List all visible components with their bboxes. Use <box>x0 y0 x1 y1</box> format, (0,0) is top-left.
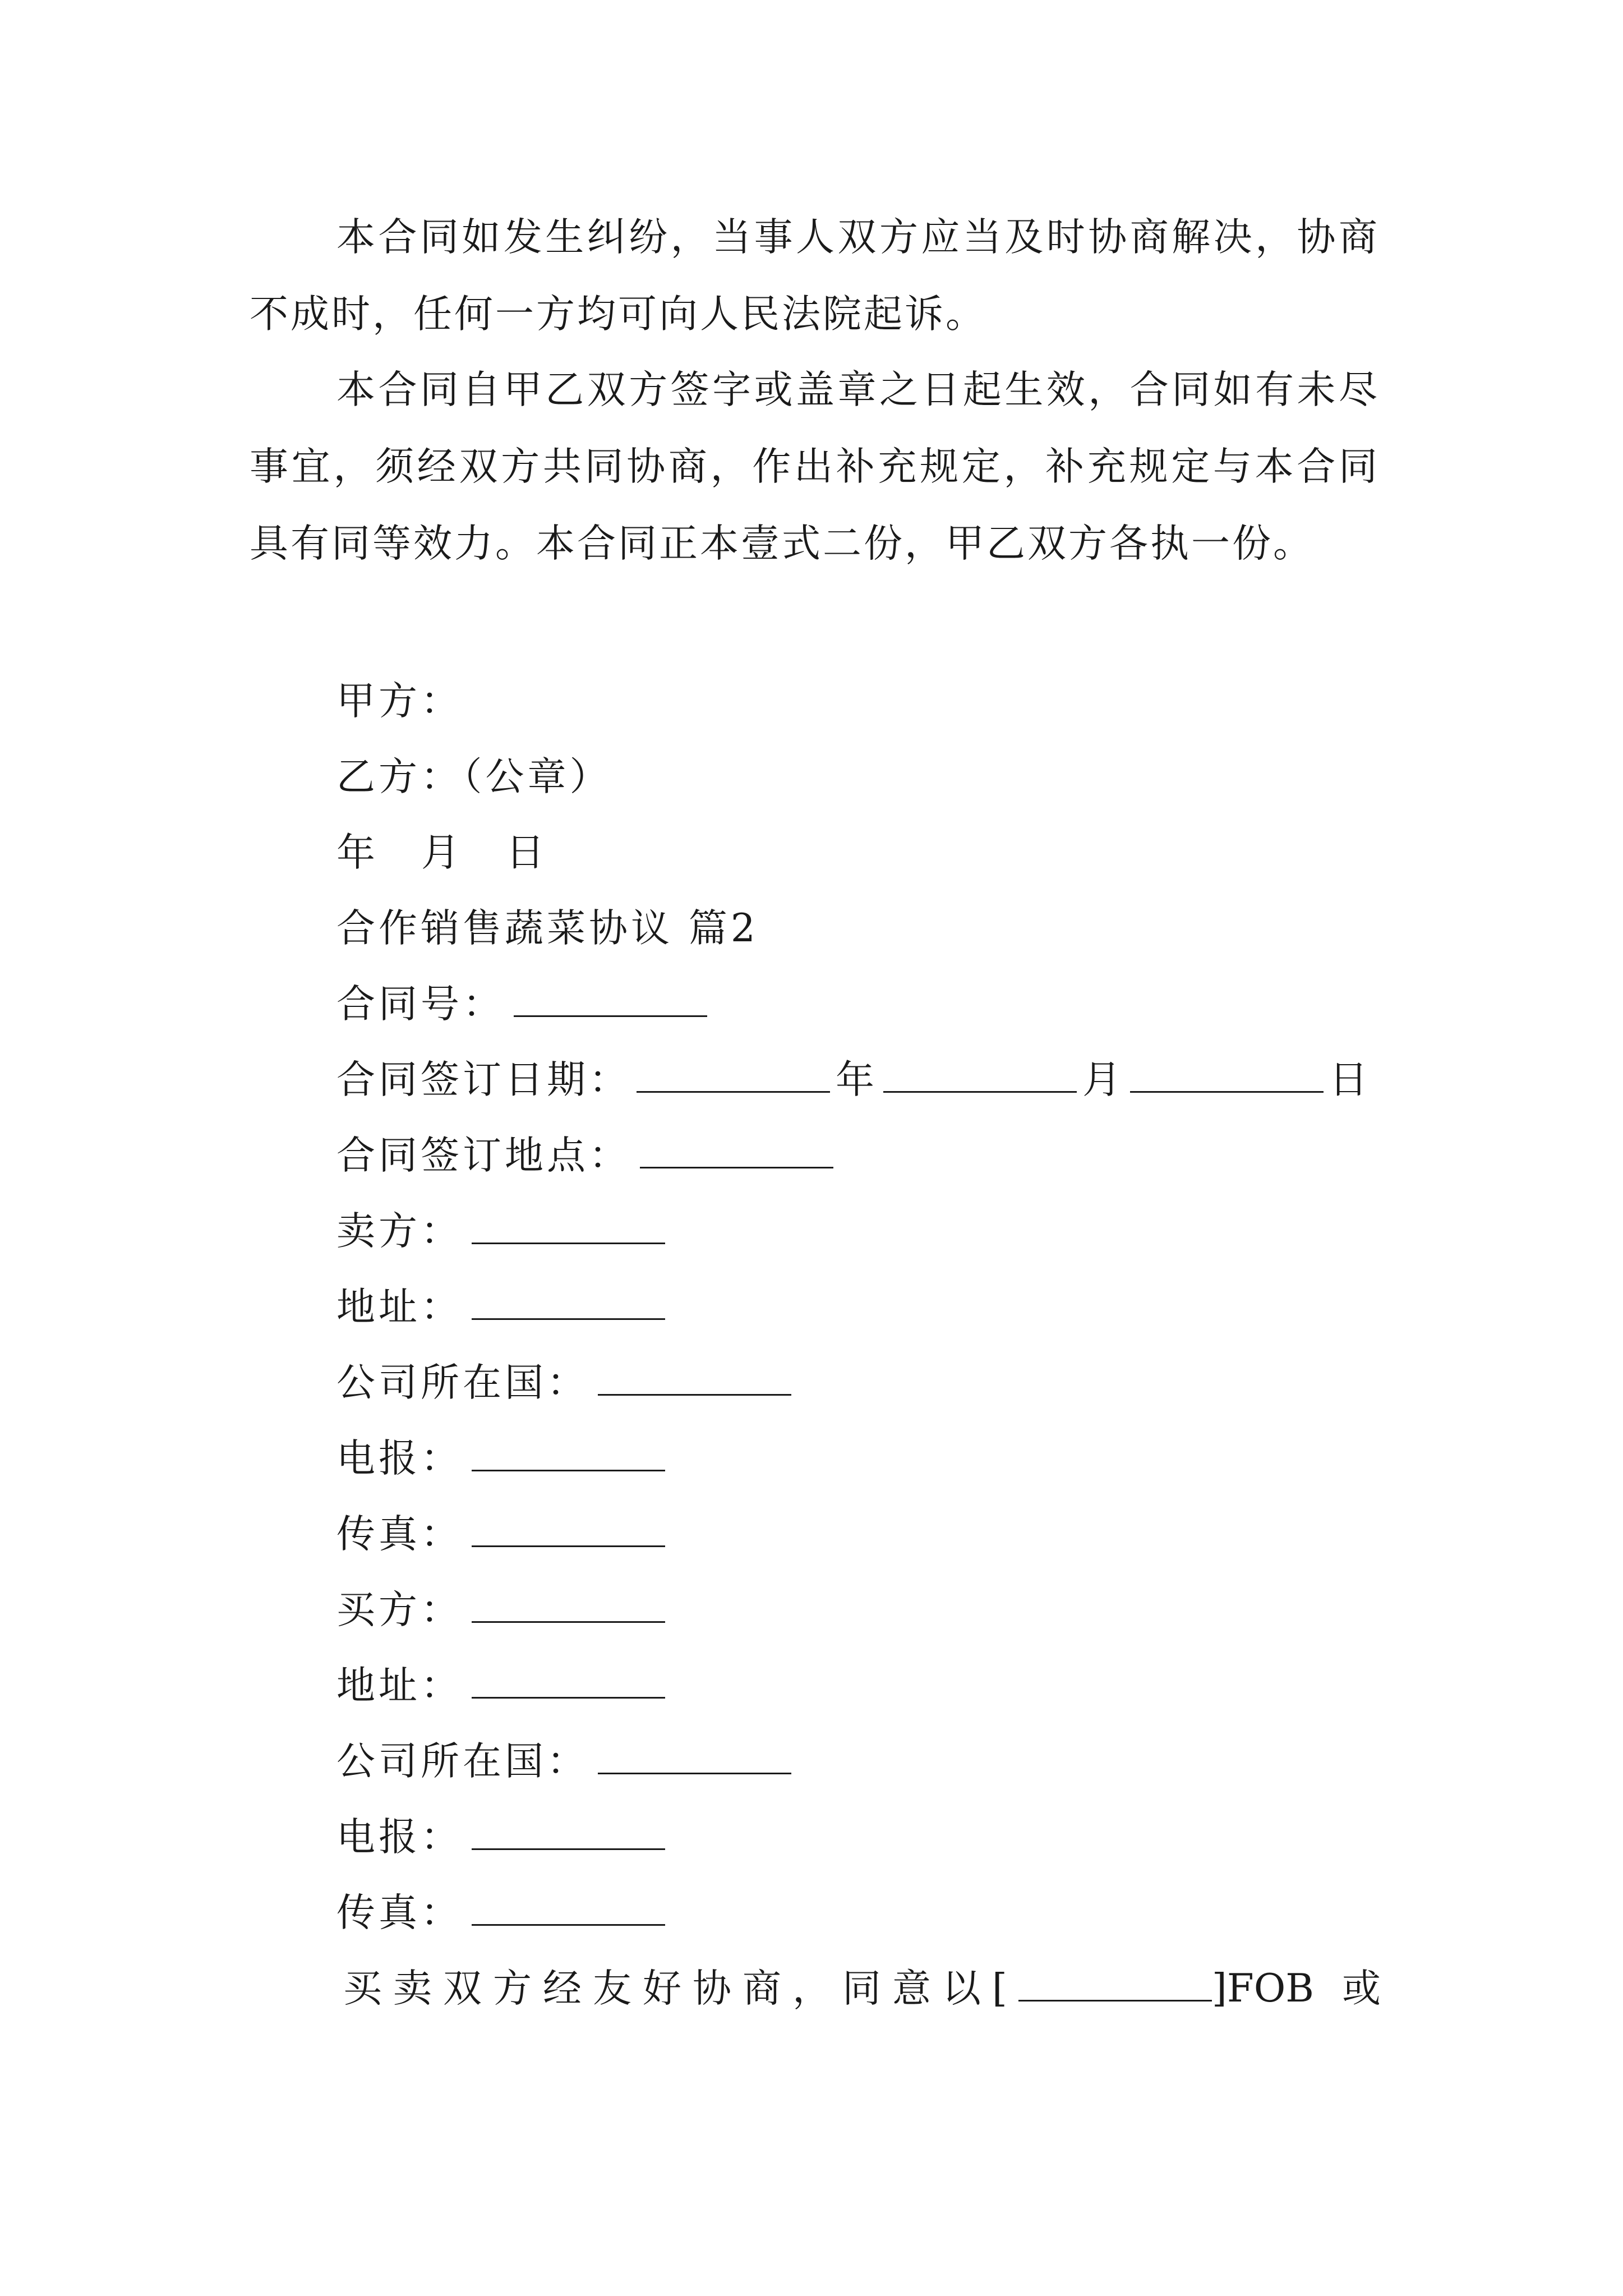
sign-place-label: 合同签订地点： <box>336 1133 631 1178</box>
sign-place-blank <box>640 1133 833 1168</box>
buyer-telegram-blank <box>472 1815 665 1850</box>
buyer-country-label: 公司所在国： <box>336 1739 589 1784</box>
sign-date-label: 合同签订日期： <box>336 1057 631 1102</box>
buyer-country-blank <box>598 1739 791 1774</box>
buyer-address-blank <box>472 1663 665 1699</box>
party-b-line: 乙方：（公章） <box>336 754 612 799</box>
buyer-address-label: 地址： <box>336 1663 463 1708</box>
buyer-telegram-label: 电报： <box>336 1815 463 1860</box>
buyer-address-line <box>336 1660 665 1711</box>
agreement-intro-end: 或 <box>1342 1966 1381 2011</box>
paragraph-dispute: 本合同如发生纠纷，当事人双方应当及时协商解决，协商不成时，任何一方均可向人民法院起诉。 <box>250 215 1380 337</box>
seller-label: 卖方： <box>336 1209 463 1254</box>
agreement-intro-line <box>343 1963 1381 2014</box>
agreement-price-blank <box>1018 1966 1212 2001</box>
seller-line <box>336 1206 665 1257</box>
seller-blank <box>472 1209 665 1244</box>
seller-fax-label: 传真： <box>336 1512 463 1557</box>
buyer-country-line <box>336 1736 791 1787</box>
agreement-intro-mid: ]FOB <box>1211 1966 1314 2011</box>
seller-country-line <box>336 1358 791 1408</box>
contract-no-line <box>336 979 707 1029</box>
sign-date-year-blank <box>637 1057 830 1093</box>
buyer-fax-blank <box>472 1890 665 1926</box>
sign-date-line <box>336 1055 1371 1105</box>
sign-place-line <box>336 1130 833 1181</box>
buyer-line <box>336 1585 665 1635</box>
sign-date-day-blank <box>1130 1057 1324 1093</box>
buyer-fax-label: 传真： <box>336 1890 463 1935</box>
seller-address-label: 地址： <box>336 1285 463 1329</box>
seller-country-label: 公司所在国： <box>336 1360 589 1405</box>
sign-date-month-blank <box>883 1057 1077 1093</box>
sign-date-day: 日 <box>1329 1057 1371 1102</box>
party-a-line: 甲方： <box>336 679 463 724</box>
sign-date-year: 年 <box>836 1057 878 1102</box>
date-line: 年 月 日 <box>336 830 561 875</box>
buyer-telegram-line <box>336 1812 665 1862</box>
buyer-fax-line <box>336 1888 665 1938</box>
seller-address-line <box>336 1282 665 1332</box>
paragraph-effective: 本合同自甲乙双方签字或盖章之日起生效，合同如有未尽事宜，须经双方共同协商，作出补充规定，补充规定与本合同具有同等效力。本合同正本壹式二份，甲乙双方各执一份。 <box>250 367 1380 566</box>
seller-telegram-blank <box>472 1436 665 1471</box>
contract-no-blank <box>514 982 707 1017</box>
buyer-blank <box>472 1588 665 1623</box>
seller-address-blank <box>472 1285 665 1320</box>
seller-telegram-label: 电报： <box>336 1436 463 1481</box>
seller-country-blank <box>598 1360 791 1396</box>
buyer-label: 买方： <box>336 1588 463 1632</box>
section-title: 合作销售蔬菜协议 篇2 <box>336 906 759 951</box>
seller-fax-line <box>336 1509 665 1559</box>
sign-date-month: 月 <box>1082 1057 1124 1102</box>
contract-no-label: 合同号： <box>336 982 505 1027</box>
agreement-intro-start: 买卖双方经友好协商，同意以[ <box>343 1966 1018 2011</box>
seller-telegram-line <box>336 1433 665 1484</box>
seller-fax-blank <box>472 1512 665 1547</box>
